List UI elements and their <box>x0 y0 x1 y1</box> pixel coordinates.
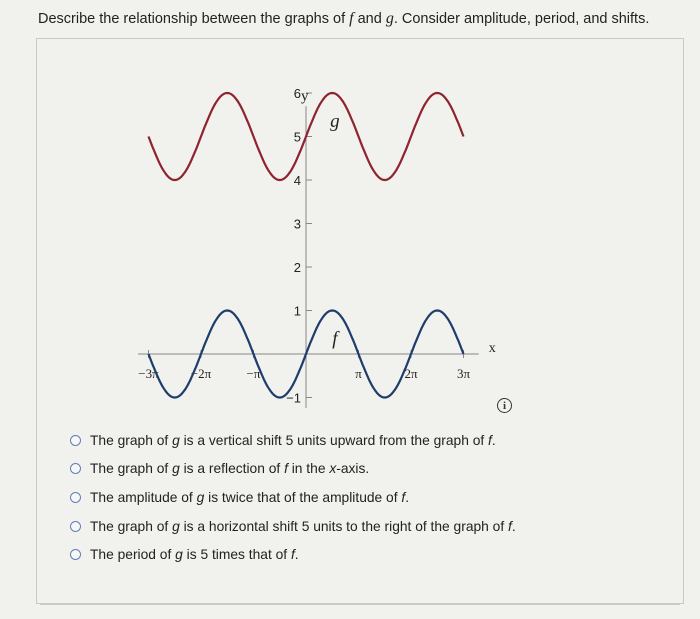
x-tick-label: 3π <box>456 366 471 381</box>
x-tick-label: π <box>355 366 362 381</box>
x-tick-label: −π <box>246 366 261 381</box>
y-tick-label: 1 <box>293 303 301 319</box>
option-label: The amplitude of g is twice that of the amplitude of f. <box>90 489 410 505</box>
option-vertical-shift[interactable] <box>70 426 516 455</box>
info-icon[interactable]: i <box>497 398 512 413</box>
option-label: The period of g is 5 times that of f. <box>90 547 299 563</box>
y-tick-label: −1 <box>286 390 301 406</box>
y-tick-label: 3 <box>293 216 301 232</box>
option-reflection[interactable] <box>70 455 516 484</box>
y-tick-label: 4 <box>293 173 301 188</box>
option-period[interactable] <box>70 540 516 569</box>
question-var: f <box>349 10 354 27</box>
radio-button[interactable] <box>70 521 81 532</box>
y-axis-label: y <box>301 88 309 105</box>
question-part: Describe the relationship between the graphs of <box>38 11 350 27</box>
question-part: . Consider amplitude, period, and shifts. <box>393 11 650 27</box>
option-label: The graph of g is a horizontal shift 5 units to the right of the graph of f. <box>90 518 516 534</box>
x-tick-label: 2π <box>404 366 418 381</box>
radio-button[interactable] <box>70 435 81 446</box>
option-label: The graph of g is a reflection of f in the x-axis. <box>90 461 370 477</box>
x-tick-label: −2π <box>190 366 212 381</box>
series-label-g: g <box>330 111 340 132</box>
option-horizontal-shift[interactable] <box>70 512 516 541</box>
x-axis-label: x <box>488 341 496 356</box>
radio-button[interactable] <box>70 463 81 474</box>
y-tick-label: 5 <box>293 129 301 145</box>
answer-options <box>70 426 516 569</box>
y-tick-label: 2 <box>293 260 301 275</box>
radio-button[interactable] <box>70 492 81 503</box>
option-label: The graph of g is a vertical shift 5 units upward from the graph of f. <box>90 432 496 448</box>
question-var: g <box>385 10 394 27</box>
option-amplitude[interactable] <box>70 483 516 512</box>
x-tick-label: −3π <box>138 366 159 381</box>
question-part: and <box>353 11 386 27</box>
divider <box>40 604 680 605</box>
radio-button[interactable] <box>70 549 81 560</box>
y-tick-label: 6 <box>293 86 301 101</box>
series-label-f: f <box>332 328 338 350</box>
